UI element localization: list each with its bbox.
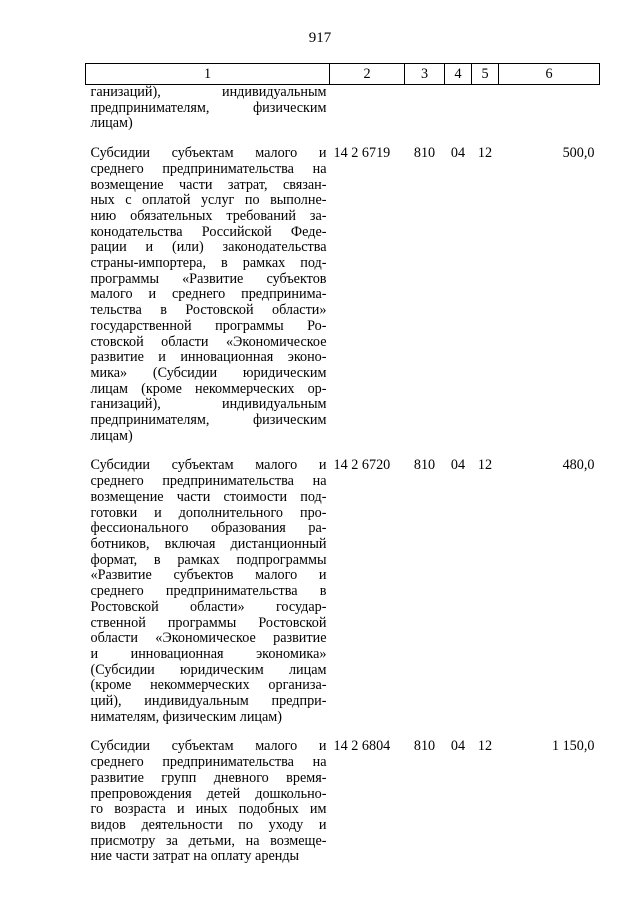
description-line: Ростовской области» государ- <box>90 598 327 615</box>
row-spacer-cell <box>86 725 600 739</box>
description-line: формат, в рамках подпрограммы <box>90 551 327 568</box>
column-header: 6 <box>499 64 600 85</box>
description-line: фессионального образования ра- <box>90 520 327 537</box>
description-line: ных с оплатой услуг по выполне- <box>90 192 327 209</box>
subsection-code: 12 <box>477 145 493 162</box>
expense-description <box>86 739 330 865</box>
column-header: 2 <box>330 64 405 85</box>
description-line: предпринимателям, физическим <box>90 412 327 429</box>
description-line: видов деятельности по уходу и <box>90 816 327 833</box>
table-row <box>86 146 600 444</box>
description-line: лицам) <box>90 427 133 444</box>
description-line: и инновационная экономика» <box>90 645 327 662</box>
expense-description <box>86 458 330 725</box>
row-spacer <box>86 444 600 458</box>
column-header: 3 <box>405 64 445 85</box>
description-line: мика» (Субсидии юридическим <box>90 364 327 381</box>
description-line: конодательства Российской Феде- <box>90 223 327 240</box>
description-line: препровождения детей дошкольно- <box>90 785 327 802</box>
description-line: малого и среднего предпринима- <box>90 286 327 303</box>
description-line: (Субсидии юридическим лицам <box>90 661 327 678</box>
description-line: го возраста и иных подобных им <box>90 801 327 818</box>
expense-type-code: 810 <box>413 457 436 474</box>
description-line: готовки и дополнительного про- <box>90 504 327 521</box>
expense-type-code: 810 <box>413 145 436 162</box>
expense-description <box>86 85 330 133</box>
description-line: лицам) <box>90 115 133 132</box>
description-line: Субсидии субъектам малого и <box>90 145 327 162</box>
description-line: возмещение части затрат, связан- <box>90 176 327 193</box>
column-header: 1 <box>86 64 330 85</box>
page-number: 917 <box>308 30 332 46</box>
amount-value: 480,0 <box>562 457 595 474</box>
expense-description <box>86 146 330 444</box>
expense-type-code: 810 <box>413 738 436 755</box>
description-line: ботников, включая дистанционный <box>90 535 327 552</box>
description-line: страны-импортера, в рамках под- <box>90 255 327 272</box>
description-line: стовской области «Экономическое <box>90 333 327 350</box>
table-row <box>86 458 600 725</box>
target-article-code <box>330 85 405 133</box>
table-body <box>86 85 600 866</box>
expense-type-code <box>405 85 445 133</box>
row-spacer <box>86 132 600 146</box>
description-line: развитие и инновационная эконо- <box>90 349 327 366</box>
description-line: ственной программы Ростовской <box>90 614 327 631</box>
target-article-code: 14 2 6720 <box>333 457 391 474</box>
description-line: нию обязательных требований за- <box>90 207 327 224</box>
description-line: (кроме некоммерческих организа- <box>90 677 327 694</box>
subsection-code: 12 <box>477 738 493 755</box>
description-line: лицам (кроме некоммерческих ор- <box>90 380 327 397</box>
description-line: области «Экономическое развитие <box>90 630 327 647</box>
description-line: развитие групп дневного время- <box>90 769 327 786</box>
target-article-code: 14 2 6804 <box>333 738 391 755</box>
description-line: среднего предпринимательства на <box>90 473 327 490</box>
description-line: Субсидии субъектам малого и <box>90 738 327 755</box>
description-line: ганизаций), индивидуальным <box>90 84 327 100</box>
section-code: 04 <box>450 738 466 755</box>
description-line: ганизаций), индивидуальным <box>90 396 327 413</box>
table-row <box>86 739 600 865</box>
description-line: возмещение части стоимости под- <box>90 488 327 505</box>
amount-value: 500,0 <box>562 145 595 162</box>
description-line: среднего предпринимательства на <box>90 160 327 177</box>
table-row <box>86 85 600 133</box>
description-line: среднего предпринимательства на <box>90 754 327 771</box>
target-article-code: 14 2 6719 <box>333 145 391 162</box>
section-code <box>445 85 472 133</box>
amount-value <box>499 85 600 133</box>
row-spacer-cell <box>86 132 600 146</box>
description-line: программы «Развитие субъектов <box>90 270 327 287</box>
row-spacer-cell <box>86 444 600 458</box>
description-line: «Развитие субъектов малого и <box>90 567 327 584</box>
description-line: Субсидии субъектам малого и <box>90 457 327 474</box>
description-line: тельства в Ростовской области» <box>90 302 327 319</box>
description-line: нимателям, физическим лицам) <box>90 708 283 725</box>
column-header: 4 <box>445 64 472 85</box>
description-line: предпринимателям, физическим <box>90 99 327 116</box>
budget-table <box>85 63 600 865</box>
description-line: рации и (или) законодательства <box>90 239 327 256</box>
description-line: присмотру за детьми, на возмеще- <box>90 832 327 849</box>
column-number-header-row <box>86 64 600 85</box>
description-line: ций), индивидуальным предпри- <box>90 693 327 710</box>
section-code: 04 <box>450 145 466 162</box>
row-spacer <box>86 725 600 739</box>
description-line: среднего предпринимательства в <box>90 583 327 600</box>
description-line: государственной программы Ро- <box>90 317 327 334</box>
subsection-code: 12 <box>477 457 493 474</box>
column-header: 5 <box>472 64 499 85</box>
amount-value: 1 150,0 <box>551 738 595 755</box>
description-line: ние части затрат на оплату аренды <box>90 848 300 865</box>
section-code: 04 <box>450 457 466 474</box>
subsection-code <box>472 85 499 133</box>
